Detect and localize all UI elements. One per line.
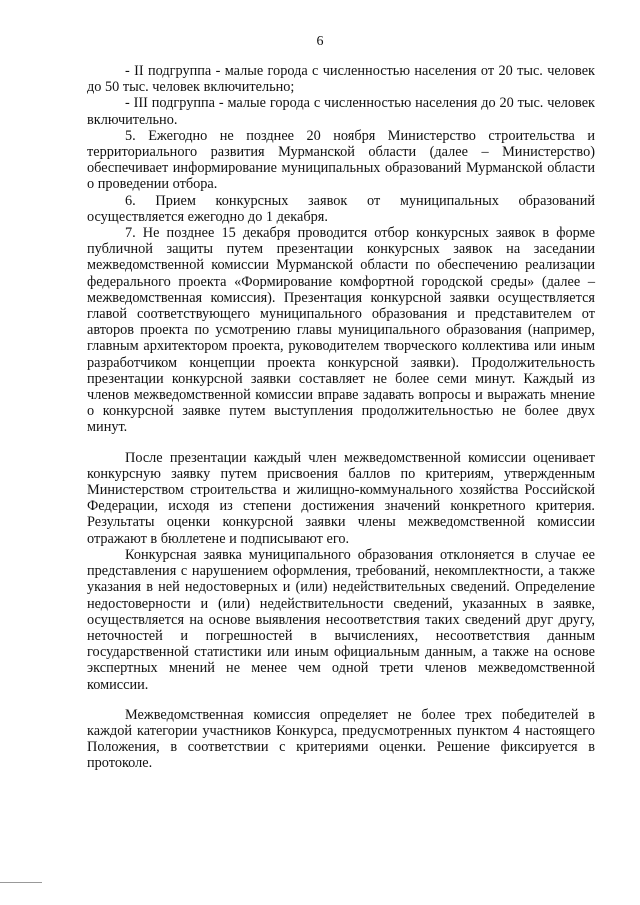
paragraph-winners: Межведомственная комиссия определяет не более трех победителей в каждой категории участников Конкурса, предусмотренных пунктом 4 настоящего Положения, в соответствии с критериями оценки. Решение фиксируется в протоколе. — [87, 706, 595, 772]
page-number: 6 — [316, 34, 324, 49]
paragraph-rejection: Конкурсная заявка муниципального образования отклоняется в случае ее представления с нарушением оформления, требований, некомплектности, а также указания в ней недостоверных и (или) недействительных сведений. Определение недостоверности и (или) недействительности сведений, указанных в заявке, осуществляется на основе выявления несоответствия таких сведений друг другу, неточностей и погрешностей в вычислениях, несоответствия данным государственной статистики или иным официальным данным, а также на основе экспертных мнений не менее чем одной трети членов межведомственной комиссии. — [87, 546, 595, 693]
paragraph-item-5: 5. Ежегодно не позднее 20 ноября Министерство строительства и территориального развития Мурманской области (далее – Министерство) обеспечивает информирование муниципальных образований Мурманской области о проведении отбора. — [87, 127, 595, 193]
paragraph-subgroup-3: - III подгруппа - малые города с численностью населения до 20 тыс. человек включительно. — [87, 95, 595, 128]
document-body — [87, 63, 595, 772]
paragraph-subgroup-2: - II подгруппа - малые города с численностью населения от 20 тыс. человек до 50 тыс. человек включительно; — [87, 63, 595, 96]
paragraph-item-6: 6. Прием конкурсных заявок от муниципальных образований осуществляется ежегодно до 1 декабря. — [87, 192, 595, 225]
scan-edge-mark — [0, 882, 42, 883]
paragraph-evaluation: После презентации каждый член межведомственной комиссии оценивает конкурсную заявку путем присвоения баллов по критериям, утвержденным Министерством строительства и жилищно-коммунального хозяйства Российской Федерации, исходя из степени достижения значений конкретного критерия. Результаты оценки конкурсной заявки члены межведомственной комиссии отражают в бюллетене и подписывают его. — [87, 449, 595, 547]
paragraph-item-7: 7. Не позднее 15 декабря проводится отбор конкурсных заявок в форме публичной защиты путем презентации конкурсных заявок на заседании межведомственной комиссии Мурманской области по обеспечению реализации федерального проекта «Формирование комфортной городской среды» (далее – межведомственная комиссия). Презентация конкурсной заявки осуществляется главой соответствующего муниципального образования и представителем от авторов проекта по усмотрению главы муниципального образования (например, главным архитектором проекта, руководителем творческого коллектива или иным разработчиком концепции проекта конкурсной заявки). Продолжительность презентации конкурсной заявки составляет не более семи минут. Каждый из членов межведомственной комиссии вправе задавать вопросы и выражать мнение о конкурсной заявке путем выступления продолжительностью не более двух минут. — [87, 225, 595, 436]
